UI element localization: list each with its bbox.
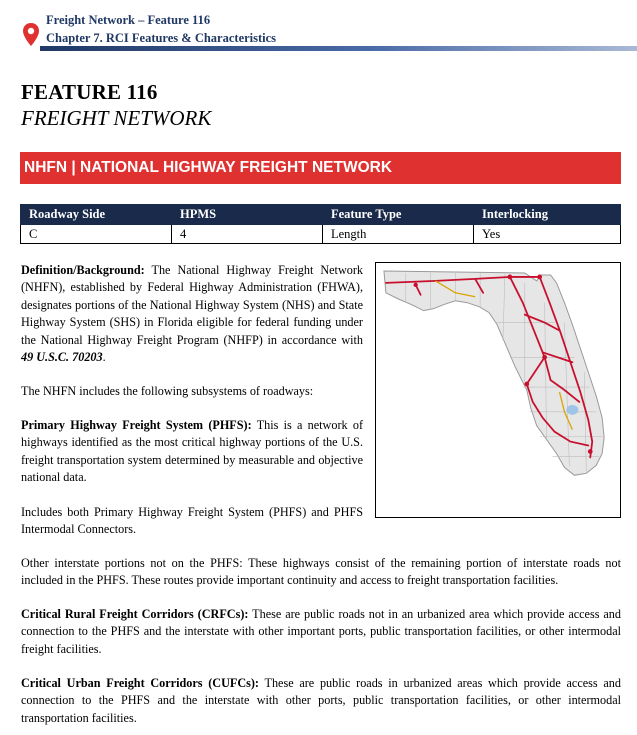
crfc-text: These are public roads not in an urbanized area which provide access and connection to the PHFS and the interstate with other important ports, public transportation facilities, or other intermodal freight facilities. [21,607,621,656]
florida-freight-map-icon [376,263,620,517]
cell-hpms: 4 [172,225,323,244]
table-row [21,225,621,244]
florida-map [375,262,621,518]
phfs-text: This is a network of highways identified as the most critical highway portions of the U.S. freight transportation system determined by measurable and objective national data. [21,418,363,485]
cufc-label: Critical Urban Freight Corridors (CUFCs): [21,676,259,690]
page-header [0,0,637,52]
definition-label: Definition/Background: [21,263,145,277]
attributes-table [20,204,621,244]
cell-roadway-side: C [21,225,172,244]
header-chapter: Chapter 7. RCI Features & Characteristics [46,31,277,45]
col-interlocking: Interlocking [474,205,621,225]
definition-text: The National Highway Freight Network (NHFN), established by Federal Highway Administration (FHWA), designates portions of the National Highway System (NHS) and State Highway System (SHS) in Florida eligible for federal funding under the National Highway Freight Program (NHFP) in accordance with [21,263,363,347]
definition-citation: 49 U.S.C. 70203 [21,350,103,365]
col-roadway-side: Roadway Side [21,205,172,225]
includes-both-paragraph: Includes both Primary Highway Freight System (PHFS) and PHFS Intermodal Connectors. [21,505,363,537]
lake-okeechobee [566,405,578,415]
col-feature-type: Feature Type [323,205,474,225]
header-divider [40,46,637,51]
crfc-label: Critical Rural Freight Corridors (CRFCs): [21,607,249,621]
florida-landmass [384,271,604,475]
cell-feature-type: Length [323,225,474,244]
cufc-text: These are public roads in urbanized areas which provide access and connection to the PHFS and the interstate with other ports, public transportation facilities, or other intermodal transportation facilities. [21,676,621,725]
feature-subtitle: FREIGHT NETWORK [21,106,212,130]
header-title: Freight Network – Feature 116 [46,13,211,27]
crfc-paragraph [21,606,621,658]
cufc-paragraph [21,675,621,727]
definition-paragraph: Definition/Background: The National Highway Freight Network (NHFN), established by Federal Highway Administration (FHWA), designates portions of the National Highway System (NHS) and State Highway System (SHS) in Florida eligible for federal funding under the National Highway Freight Program (NHFP) in accordance with 49 U.S.C. 70203. [21,263,363,365]
phfs-label: Primary Highway Freight System (PHFS): [21,418,252,432]
col-hpms: HPMS [172,205,323,225]
section-banner: NHFN | NATIONAL HIGHWAY FREIGHT NETWORK [20,152,621,184]
phfs-paragraph [21,417,363,487]
cell-interlocking: Yes [474,225,621,244]
table-header-row [21,205,621,225]
includes-paragraph: The NHFN includes the following subsystems of roadways: [21,384,314,398]
feature-title: FEATURE 116 [21,80,158,104]
other-interstate-paragraph: Other interstate portions not on the PHFS: These highways consist of the remaining portion of interstate roads not included in the PHFS. These routes provide important continuity and access to freight transportation facilities. [21,556,621,588]
location-pin-icon [22,22,40,48]
